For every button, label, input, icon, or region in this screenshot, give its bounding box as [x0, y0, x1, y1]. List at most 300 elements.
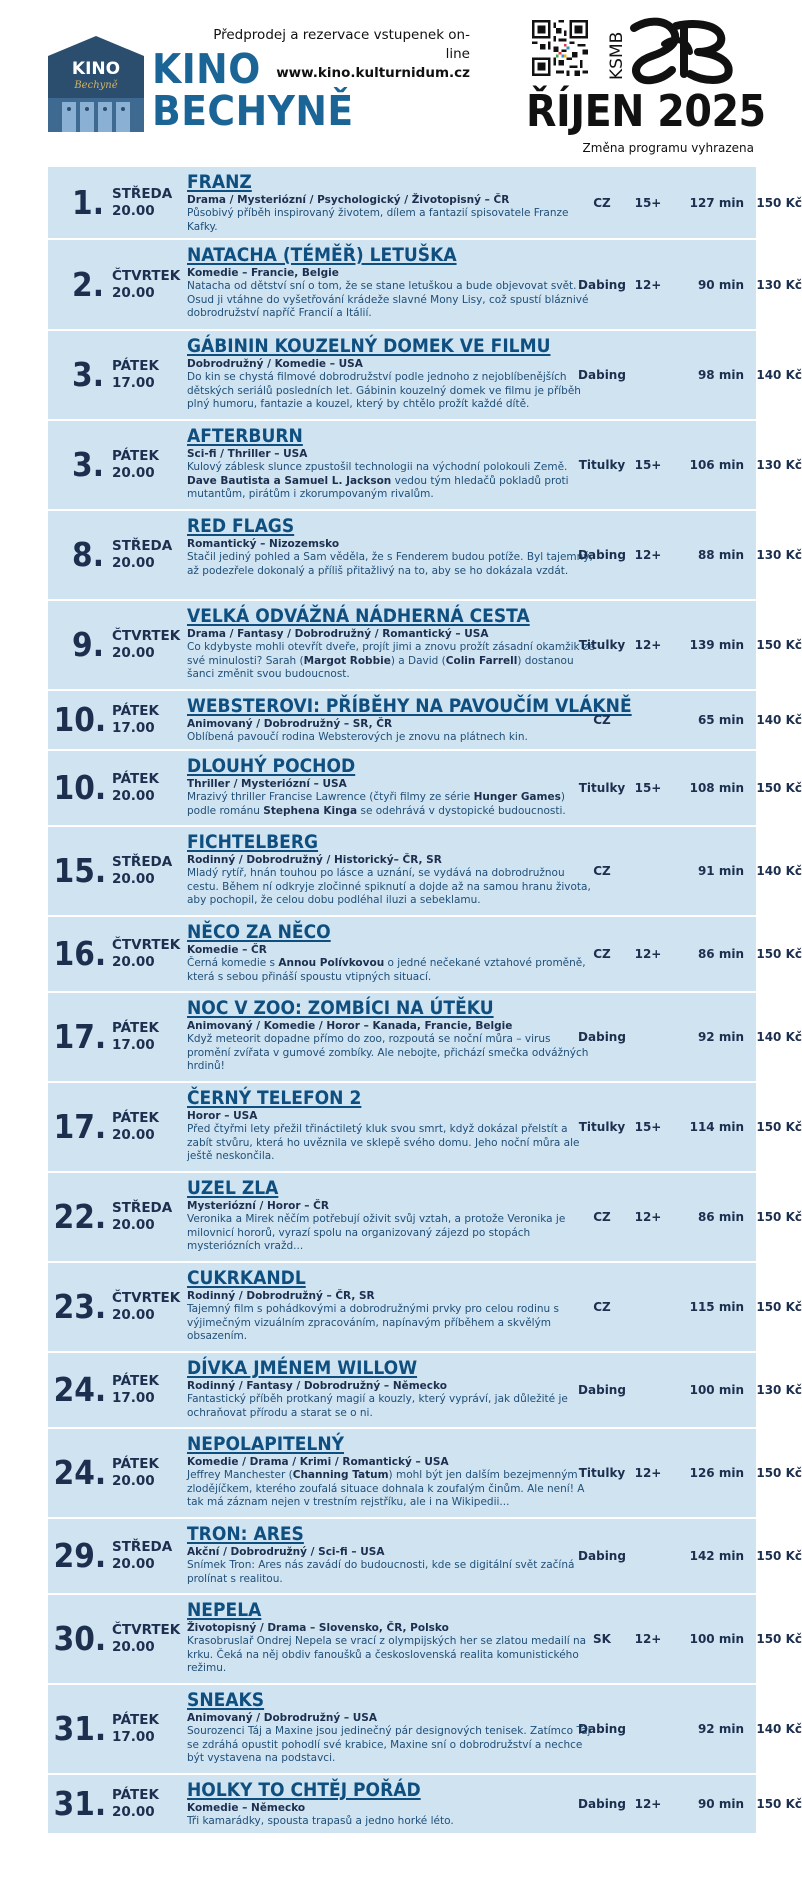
film-description-text: Natacha od dětství sní o tom, že se stane letuškou a bude objevovat svět. Osud ji vtáhne do vyšetřování krádeže slavné Mony Lisy, což spustí bláznivé dobrodružství napříč Francií a Itálií. [187, 280, 589, 320]
program-row [48, 993, 802, 1083]
film-description [187, 461, 595, 502]
screening-when [112, 268, 180, 302]
screening-weekday: PÁTEK [112, 1456, 159, 1472]
screening-time: 20.00 [112, 1473, 155, 1489]
film-genre: Rodinný / Dobrodružný / Historický– ČR, SR [187, 854, 442, 866]
film-title[interactable]: WEBSTEROVI: PŘÍBĚHY NA PAVOUČÍM VLÁKNĚ [187, 695, 632, 717]
program-row [48, 1429, 802, 1519]
screening-when [112, 1110, 159, 1144]
screening-time: 20.00 [112, 1217, 155, 1233]
film-description-text: Kulový záblesk slunce zpustošil technologii na východní polokouli Země. [187, 461, 568, 473]
screening-when [112, 1020, 159, 1054]
program-row [48, 601, 802, 691]
film-language: Dabing [578, 368, 626, 382]
ticket-price: 140 Kč [756, 713, 802, 727]
film-length: 90 min [697, 1797, 744, 1811]
film-age-rating: 12+ [634, 1466, 662, 1480]
ticket-price: 150 Kč [756, 781, 802, 795]
film-length: 139 min [689, 638, 744, 652]
film-description [187, 551, 595, 578]
program-row [48, 1083, 802, 1173]
screening-when [112, 1539, 172, 1573]
film-language: Titulky [578, 458, 626, 472]
screening-weekday: PÁTEK [112, 1020, 159, 1036]
film-title[interactable]: ČERNÝ TELEFON 2 [187, 1087, 362, 1109]
film-title[interactable]: NEPELA [187, 1599, 262, 1621]
screening-weekday: PÁTEK [112, 358, 159, 374]
film-description [187, 1559, 595, 1586]
film-description-text: Veronika a Mirek něčím potřebují oživit svůj vztah, a protože Veronika je milovnicí hororů, vyrazí spolu na organizovaný zájezd po stopách mysteriózních vražd... [187, 1213, 566, 1253]
screening-time: 20.00 [112, 1804, 155, 1820]
film-length: 115 min [689, 1300, 744, 1314]
screening-weekday: PÁTEK [112, 448, 159, 464]
film-description-text: Tři kamarádky, spousta trapasů a jedno horké léto. [187, 1815, 454, 1827]
film-description-text: ) podle románu [187, 791, 565, 817]
screening-time: 17.00 [112, 1037, 155, 1053]
brand-line-1: KINO [152, 45, 261, 93]
film-description-text: Tajemný film s pohádkovými a dobrodružnými prvky pro celou rodinu s výjimečným vizuálním zpracováním, napínavým příběhem a skvělým obsazením. [187, 1303, 559, 1343]
film-description-text: Když meteorit dopadne přímo do zoo, rozpoutá se noční můra – virus promění zvířata v gumové zombíky. Ale nebojte, přichází smečka odvážných hrdinů! [187, 1033, 589, 1073]
film-length: 142 min [689, 1549, 744, 1563]
kino-logo [48, 36, 144, 132]
film-language: SK [593, 1632, 611, 1646]
film-info [187, 1599, 595, 1676]
ticket-price: 150 Kč [756, 1549, 802, 1563]
film-info [187, 755, 595, 818]
film-age-rating: 12+ [634, 1797, 662, 1811]
screening-time: 20.00 [112, 871, 155, 887]
screening-when [112, 1373, 159, 1407]
film-genre: Thriller / Mysteriózní – USA [187, 778, 347, 790]
ticket-price: 150 Kč [756, 1300, 802, 1314]
film-info [187, 515, 595, 578]
program-row [48, 511, 802, 601]
screening-when [112, 771, 159, 805]
ticket-price: 150 Kč [756, 1466, 802, 1480]
film-title[interactable]: RED FLAGS [187, 515, 295, 537]
website-link[interactable]: www.kino.kulturnidum.cz [276, 65, 470, 81]
header [0, 0, 794, 166]
screening-when [112, 1456, 159, 1490]
film-language: Dabing [578, 1549, 626, 1563]
film-language: Titulky [578, 1120, 626, 1134]
ticket-price: 150 Kč [756, 638, 802, 652]
ticket-price: 140 Kč [756, 1030, 802, 1044]
program-list [48, 167, 802, 1835]
screening-time: 17.00 [112, 375, 155, 391]
film-description-text: ) mohl být jen dalším bezejmenným zlodějíčkem, kterého zoufalá situace dohnala k zoufalým činům. Ale není! A tak má záznam nejen v trestním rejstříku, ale i na Wikipedii... [187, 1469, 585, 1509]
screening-weekday: PÁTEK [112, 1373, 159, 1389]
film-description-text: Mrazivý thriller Francise Lawrence (čtyři filmy ze série [187, 791, 474, 803]
screening-day: 29. [53, 1536, 107, 1575]
film-genre: Rodinný / Fantasy / Dobrodružný – Německo [187, 1380, 447, 1392]
film-description [187, 1303, 595, 1344]
film-title[interactable]: VELKÁ ODVÁŽNÁ NÁDHERNÁ CESTA [187, 605, 530, 627]
ticket-price: 130 Kč [756, 1383, 802, 1397]
film-description [187, 1635, 595, 1676]
program-change-note: Změna programu vyhrazena [582, 141, 754, 155]
screening-day: 2. [72, 264, 104, 304]
film-title[interactable]: DÍVKA JMÉNEM WILLOW [187, 1357, 418, 1379]
film-language: CZ [593, 195, 611, 210]
screening-when [112, 937, 180, 971]
film-length: 106 min [689, 458, 744, 472]
film-description [187, 1213, 595, 1254]
screening-when [112, 186, 172, 220]
screening-when [112, 854, 172, 888]
ticket-price: 150 Kč [756, 1632, 802, 1646]
ksmb-logo [602, 18, 752, 84]
screening-weekday: STŘEDA [112, 185, 173, 202]
program-row [48, 1595, 802, 1685]
film-language: CZ [593, 947, 611, 961]
film-description-text: Fantastický příběh protkaný magií a kouzly, který vypráví, jak důležité je ochraňovat přírodu a starat se o ni. [187, 1393, 568, 1419]
film-info [187, 605, 595, 682]
film-language: Dabing [578, 1030, 626, 1044]
film-description [187, 280, 595, 321]
screening-time: 20.00 [112, 555, 155, 571]
screening-day: 22. [53, 1197, 107, 1236]
film-info [187, 1523, 595, 1586]
program-row [48, 751, 802, 827]
screening-when [112, 1200, 172, 1234]
screening-weekday: ČTVRTEK [112, 1622, 181, 1638]
film-length: 126 min [689, 1466, 744, 1480]
film-title[interactable]: NATACHA (TÉMĚŘ) LETUŠKA [187, 244, 457, 266]
film-title[interactable]: CUKRKANDL [187, 1267, 306, 1289]
film-length: 98 min [697, 368, 744, 382]
film-description-text: Stačil jediný pohled a Sam věděla, že s Fenderem budou potíže. Byl tajemný, až podezřele dokonalý a příliš přitažlivý na to, aby se ho dokázala vzdát. [187, 551, 593, 577]
screening-weekday: STŘEDA [112, 854, 173, 870]
film-length: 100 min [689, 1632, 744, 1646]
screening-when [112, 1712, 159, 1746]
screening-day: 24. [53, 1370, 107, 1409]
film-title[interactable]: FICHTELBERG [187, 831, 319, 853]
screening-weekday: PÁTEK [112, 1712, 159, 1728]
ticket-price: 130 Kč [756, 458, 802, 472]
ksmb-text: KSMB [607, 31, 627, 80]
screening-weekday: STŘEDA [112, 538, 173, 554]
film-genre: Komedie – Německo [187, 1802, 306, 1814]
program-row [48, 240, 802, 331]
screening-weekday: STŘEDA [112, 1539, 173, 1555]
film-length: 92 min [697, 1722, 744, 1736]
film-language: CZ [593, 1300, 611, 1314]
film-language: CZ [593, 1210, 611, 1224]
film-genre: Komedie – Francie, Belgie [187, 267, 339, 279]
tagline-block [196, 26, 470, 83]
screening-weekday: ČTVRTEK [112, 628, 181, 644]
film-title[interactable]: NEPOLAPITELNÝ [187, 1433, 345, 1455]
film-info [187, 997, 595, 1074]
film-description-highlight: Hunger Games [473, 791, 561, 803]
film-age-rating: 15+ [634, 458, 662, 472]
film-language: Titulky [578, 1466, 626, 1480]
screening-day: 3. [72, 445, 104, 484]
brand-line-2: BECHYNĚ [152, 87, 354, 135]
film-description [187, 641, 595, 682]
ticket-price: 140 Kč [756, 1722, 802, 1736]
film-title[interactable]: AFTERBURN [187, 425, 303, 447]
film-description-text: Snímek Tron: Ares nás zavádí do budoucnosti, kde se digitální svět začíná prolínat s realitou. [187, 1559, 575, 1585]
film-title[interactable]: UZEL ZLA [187, 1177, 279, 1199]
screening-when [112, 703, 159, 737]
ticket-price: 150 Kč [756, 195, 802, 210]
film-description-text: Krasobruslař Ondrej Nepela se vrací z olympijských her se zlatou medailí na krku. Čeká na něj obdiv fanoušků a československá realita komunistického režimu. [187, 1635, 587, 1675]
film-genre: Romantický – Nizozemsko [187, 538, 340, 550]
screening-weekday: PÁTEK [112, 1110, 159, 1126]
screening-weekday: ČTVRTEK [112, 937, 181, 953]
film-genre: Drama / Mysteriózní / Psychologický / Životopisný – ČR [187, 194, 510, 206]
film-info [187, 921, 595, 984]
film-info [187, 335, 595, 412]
screening-weekday: ČTVRTEK [112, 1290, 181, 1306]
film-genre: Rodinný / Dobrodružný – ČR, SR [187, 1290, 375, 1302]
film-description-text: o jedné nečekané vztahové proměně, která s sebou přináší spoustu vtipných situací. [187, 957, 586, 983]
film-genre: Sci-fi / Thriller – USA [187, 448, 308, 460]
screening-time: 20.00 [112, 1639, 155, 1655]
screening-weekday: PÁTEK [112, 703, 159, 719]
film-age-rating: 12+ [634, 947, 662, 961]
film-language: CZ [593, 713, 611, 727]
screening-day: 31. [53, 1709, 107, 1748]
film-title[interactable]: DLOUHÝ POCHOD [187, 755, 356, 777]
program-row [48, 421, 802, 511]
screening-when [112, 1622, 180, 1656]
film-language: Dabing [578, 277, 626, 292]
program-row [48, 917, 802, 993]
month-title: ŘÍJEN 2025 [526, 86, 766, 137]
screening-when [112, 1290, 180, 1324]
film-description-text: ) dostanou šanci změnit svou budoucnost. [187, 654, 574, 681]
logo-script-text: Bechyně [74, 80, 118, 91]
film-age-rating: 12+ [634, 638, 662, 652]
program-row [48, 1353, 802, 1429]
screening-time: 20.00 [112, 1127, 155, 1143]
program-row [48, 1519, 802, 1595]
program-row [48, 1263, 802, 1353]
program-row [48, 331, 802, 421]
film-info [187, 171, 595, 234]
film-description-text: Před čtyřmi lety přežil třináctiletý kluk svou smrt, když dokázal přelstít a zabít stvůru, která ho uvěznila ve sklepě svého domu. Jeho noční můra ale ještě neskončila. [187, 1123, 580, 1163]
screening-time: 20.00 [112, 954, 155, 970]
screening-time: 20.00 [112, 465, 155, 481]
film-genre: Životopisný / Drama – Slovensko, ČR, Polsko [187, 1622, 449, 1634]
screening-day: 10. [53, 700, 107, 739]
film-title[interactable]: NĚCO ZA NĚCO [187, 921, 331, 943]
film-language: Titulky [578, 781, 626, 795]
screening-weekday: STŘEDA [112, 1200, 173, 1216]
film-description-text: ) a David ( [390, 654, 446, 667]
film-description-text: vedou tým hledačů pokladů proti mutantům, pirátům i zkorumpovaným rivalům. [187, 474, 569, 501]
qr-code-icon[interactable] [532, 20, 588, 76]
film-title[interactable]: TRON: ARES [187, 1523, 304, 1545]
screening-time: 20.00 [112, 1307, 155, 1323]
ticket-price: 140 Kč [756, 864, 802, 878]
ticket-price: 130 Kč [756, 548, 802, 562]
film-description [187, 791, 595, 818]
film-description [187, 1469, 595, 1510]
film-description [187, 1123, 595, 1164]
screening-day: 3. [72, 355, 104, 394]
screening-day: 31. [53, 1784, 107, 1823]
film-description [187, 1033, 595, 1074]
screening-day: 24. [53, 1453, 107, 1492]
screening-day: 30. [53, 1619, 107, 1658]
film-description-highlight: Channing Tatum [292, 1469, 389, 1481]
screening-day: 17. [53, 1017, 107, 1056]
film-description-highlight: Stephena Kinga [263, 804, 358, 817]
film-genre: Akční / Dobrodružný / Sci-fi – USA [187, 1546, 385, 1558]
screening-time: 20.00 [112, 788, 155, 804]
film-genre: Komedie / Drama / Krimi / Romantický – USA [187, 1456, 449, 1468]
logo-kino-text: KINO [71, 59, 121, 79]
film-description-text: Mladý rytíř, hnán touhou po lásce a uznání, se vydává na dobrodružnou cestu. Během ní odkryje zločinné spiknutí a dojde až na samou hranu života, aby pochopil, že celou dobu podléhal iluzi a sebeklamu. [187, 867, 591, 907]
film-info [187, 1357, 595, 1420]
film-length: 86 min [697, 1210, 744, 1224]
film-length: 92 min [697, 1030, 744, 1044]
screening-day: 10. [53, 768, 107, 807]
film-info [187, 831, 595, 908]
film-description [187, 207, 595, 234]
film-language: Dabing [578, 1797, 626, 1811]
film-title[interactable]: NOC V ZOO: ZOMBÍCI NA ÚTĚKU [187, 997, 494, 1019]
program-row [48, 167, 802, 240]
program-row [48, 1685, 802, 1775]
film-genre: Horor – USA [187, 1110, 258, 1122]
film-info [187, 1689, 595, 1766]
program-row [48, 1173, 802, 1263]
film-description-text: Černá komedie s [187, 957, 279, 969]
film-length: 91 min [697, 864, 744, 878]
ticket-price: 150 Kč [756, 1210, 802, 1224]
program-row [48, 1775, 802, 1835]
film-genre: Animovaný / Komedie / Horor – Kanada, Francie, Belgie [187, 1020, 513, 1032]
film-description-text: se odehrává v dystopické budoucnosti. [357, 804, 566, 817]
film-genre: Mysteriózní / Horor – ČR [187, 1200, 329, 1212]
film-description-highlight: Annou Polívkovou [278, 957, 385, 969]
film-description [187, 1815, 595, 1829]
film-genre: Animovaný / Dobrodružný – SR, ČR [187, 718, 393, 730]
screening-day: 15. [53, 851, 107, 890]
film-language: Dabing [578, 1722, 626, 1736]
film-length: 90 min [697, 277, 744, 292]
film-age-rating: 12+ [634, 548, 662, 562]
film-description [187, 957, 595, 984]
film-description [187, 1393, 595, 1420]
screening-weekday: PÁTEK [112, 1787, 159, 1803]
ticket-price: 150 Kč [756, 1797, 802, 1811]
ticket-price: 140 Kč [756, 368, 802, 382]
screening-day: 17. [53, 1107, 107, 1146]
film-info [187, 425, 595, 502]
film-info [187, 1177, 595, 1254]
film-title[interactable]: FRANZ [187, 171, 252, 193]
screening-day: 23. [53, 1287, 107, 1326]
film-description-text: Do kin se chystá filmové dobrodružství podle jednoho z nejoblíbenějších dětských seriálů posledních let. Gábinin kouzelný domek ve filmu je příběh plný humoru, fantazie a kouzel, který by chtělo prožít každé dítě. [187, 371, 581, 411]
ticket-price: 150 Kč [756, 1120, 802, 1134]
ticket-price: 150 Kč [756, 947, 802, 961]
screening-time: 20.00 [112, 202, 155, 219]
screening-when [112, 628, 180, 662]
film-age-rating: 12+ [634, 1210, 662, 1224]
film-language: Dabing [578, 548, 626, 562]
film-info [187, 1779, 595, 1829]
ticket-price: 130 Kč [756, 277, 802, 292]
film-genre: Animovaný / Dobrodružný – USA [187, 1712, 377, 1724]
film-age-rating: 15+ [634, 781, 662, 795]
screening-day: 1. [72, 182, 104, 222]
film-info [187, 1087, 595, 1164]
film-description [187, 867, 595, 908]
film-language: Titulky [578, 638, 626, 652]
film-description-text: Působivý příběh inspirovaný životem, dílem a fantazií spisovatele Franze Kafky. [187, 207, 569, 233]
film-length: 86 min [697, 947, 744, 961]
film-age-rating: 12+ [634, 277, 662, 292]
film-length: 127 min [689, 195, 744, 210]
screening-weekday: ČTVRTEK [112, 267, 181, 284]
screening-when [112, 358, 159, 392]
film-description [187, 371, 595, 412]
film-language: CZ [593, 864, 611, 878]
film-description-highlight: Margot Robbie [303, 654, 391, 667]
film-title[interactable]: HOLKY TO CHTĚJ POŘÁD [187, 1779, 421, 1801]
film-title[interactable]: GÁBININ KOUZELNÝ DOMEK VE FILMU [187, 335, 551, 357]
film-genre: Komedie – ČR [187, 944, 267, 956]
film-length: 114 min [689, 1120, 744, 1134]
film-genre: Dobrodružný / Komedie – USA [187, 358, 363, 370]
film-description [187, 1725, 595, 1766]
film-length: 65 min [697, 713, 744, 727]
screening-time: 17.00 [112, 1729, 155, 1745]
tagline: Předprodej a rezervace vstupenek on-line [213, 27, 470, 62]
film-description-text: Co kdybyste mohli otevřít dveře, projít jimi a znovu prožít zásadní okamžik ze své minulosti? Sarah ( [187, 641, 595, 667]
film-length: 100 min [689, 1383, 744, 1397]
film-age-rating: 12+ [634, 1632, 662, 1646]
screening-day: 9. [72, 625, 104, 664]
screening-when [112, 538, 172, 572]
screening-weekday: PÁTEK [112, 771, 159, 787]
film-length: 88 min [697, 548, 744, 562]
screening-time: 20.00 [112, 1556, 155, 1572]
film-description-highlight: Colin Farrell [445, 654, 518, 667]
program-row [48, 827, 802, 917]
film-title[interactable]: SNEAKS [187, 1689, 265, 1711]
film-genre: Drama / Fantasy / Dobrodružný / Romantický – USA [187, 628, 489, 640]
screening-time: 17.00 [112, 720, 155, 736]
film-length: 108 min [689, 781, 744, 795]
screening-day: 16. [53, 934, 107, 973]
program-row [48, 691, 802, 751]
film-language: Dabing [578, 1383, 626, 1397]
film-age-rating: 15+ [634, 195, 662, 210]
film-info [187, 1267, 595, 1344]
film-info [187, 244, 595, 321]
film-description [187, 731, 595, 745]
film-description-highlight: Dave Bautista a Samuel L. Jackson [187, 474, 392, 487]
screening-time: 17.00 [112, 1390, 155, 1406]
film-description-text: Oblíbená pavoučí rodina Websterových je znovu na plátnech kin. [187, 731, 528, 743]
screening-time: 20.00 [112, 284, 155, 301]
screening-when [112, 1787, 159, 1821]
film-info [187, 1433, 595, 1510]
film-age-rating: 15+ [634, 1120, 662, 1134]
screening-time: 20.00 [112, 645, 155, 661]
screening-when [112, 448, 159, 482]
film-description-text: Jeffrey Manchester ( [187, 1469, 293, 1481]
screening-day: 8. [72, 535, 104, 574]
film-description-text: Sourozenci Táj a Maxine jsou jedinečný pár designových tenisek. Zatímco Táj se zdráhá opustit pohodlí své krabice, Maxine sní o dobrodružství a nechce být vystavena na podstavci. [187, 1725, 591, 1765]
